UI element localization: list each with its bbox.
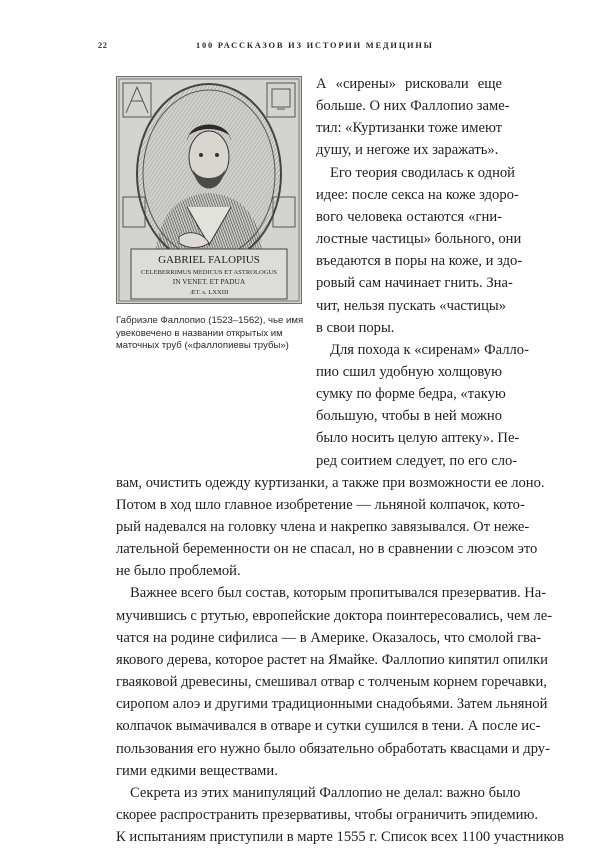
- text-line: ровый сам начинает гнить. Зна-: [316, 275, 513, 292]
- text-line: было носить целую аптеку». Пе-: [316, 430, 520, 447]
- text-line: Секрета из этих манипуляций Фаллопио не делал: важно было: [130, 784, 521, 801]
- caption-line: увековечено в названии открытых им: [116, 327, 283, 339]
- figure-caption: [116, 315, 312, 353]
- text-line: Потом в ход шло главное изобретение — льняной колпачок, кото-: [116, 496, 525, 513]
- text-line: душу, и негоже их заражать».: [316, 142, 499, 159]
- text-line: не было проблемой.: [116, 563, 241, 580]
- text-line: гваяковой древесины, смешивал отвар с толченым корнем горечавки,: [116, 674, 547, 691]
- text-line: Его теория сводилась к одной: [330, 164, 515, 181]
- text-line: въедаются в поры на коже, и здо-: [316, 253, 523, 270]
- text-line: сиропом алоэ и другими традиционными снадобьями. Затем льняной: [116, 696, 548, 713]
- portrait-engraving: [116, 76, 302, 304]
- text-line: Для похода к «сиренам» Фалло-: [330, 341, 529, 358]
- page-header: [98, 41, 502, 55]
- text-line: больше. О них Фаллопио заме-: [316, 98, 510, 115]
- text-line: большую, чтобы в ней можно: [316, 408, 502, 425]
- text-line: пио сшил удобную холщовую: [316, 363, 502, 380]
- text-line: лательной беременности он не спасал, но в сравнении с люэсом это: [116, 541, 538, 558]
- text-line: сумку по форме бедра, «такую: [316, 386, 506, 403]
- running-title: 100 РАССКАЗОВ ИЗ ИСТОРИИ МЕДИЦИНЫ: [196, 41, 434, 50]
- text-line: якового дерева, которое растет на Ямайке. Фаллопио кипятил опилки: [116, 651, 548, 668]
- text-line: лостные частицы» больного, они: [316, 231, 522, 248]
- text-line: в свои поры.: [316, 319, 395, 336]
- text-line: мучившись с ртутью, европейские доктора поинтересовались, чем ле-: [116, 607, 553, 624]
- text-line: чит, нельзя пускать «частицы»: [316, 297, 507, 314]
- text-line: вого человека остаются «гни-: [316, 208, 502, 225]
- text-line: А «сирены» рисковали еще: [316, 76, 502, 92]
- plaque-line-2: CELEBERRIMUS MEDICUS ET ASTROLOGUS: [141, 269, 277, 276]
- plaque-name: GABRIEL FALOPIUS: [158, 254, 260, 266]
- text-line: К испытаниям приступили в марте 1555 г. Список всех 1100 участников: [116, 829, 564, 846]
- text-line: чатся на родине сифилиса — в Америке. Оказалось, что смолой гва-: [116, 629, 542, 646]
- text-line: рый надевался на головку члена и накрепко завязывался. От неже-: [116, 519, 530, 535]
- plaque-line-3: IN VENET. ET PADUA: [172, 277, 246, 286]
- caption-line: маточных труб («фаллопиевы трубы»): [116, 340, 289, 352]
- text-line: пользования его нужно было обязательно обработать квасцами и дру-: [116, 740, 550, 757]
- text-line: скорее распространить презервативы, чтобы ограничить эпидемию.: [116, 806, 539, 823]
- text-line: ред соитием следует, по его сло-: [316, 452, 518, 469]
- text-line: вам, очистить одежду куртизанки, а также при возможности ее лоно.: [116, 474, 545, 491]
- text-line: идее: после секса на коже здоро-: [316, 186, 519, 203]
- text-line: гими едкими веществами.: [116, 762, 278, 779]
- page-number: 22: [98, 41, 108, 50]
- text-line: Важнее всего был состав, которым пропитывался презерватив. На-: [130, 585, 547, 602]
- plaque-line-4: ÆT. s. LXXIII: [189, 289, 229, 296]
- caption-line: Габриэле Фаллопио (1523–1562), чье имя: [116, 315, 304, 326]
- text-line: тил: «Куртизанки тоже имеют: [316, 120, 503, 137]
- text-line: колпачок вымачивался в отваре и сутки сушился в тени. А после ис-: [116, 718, 541, 735]
